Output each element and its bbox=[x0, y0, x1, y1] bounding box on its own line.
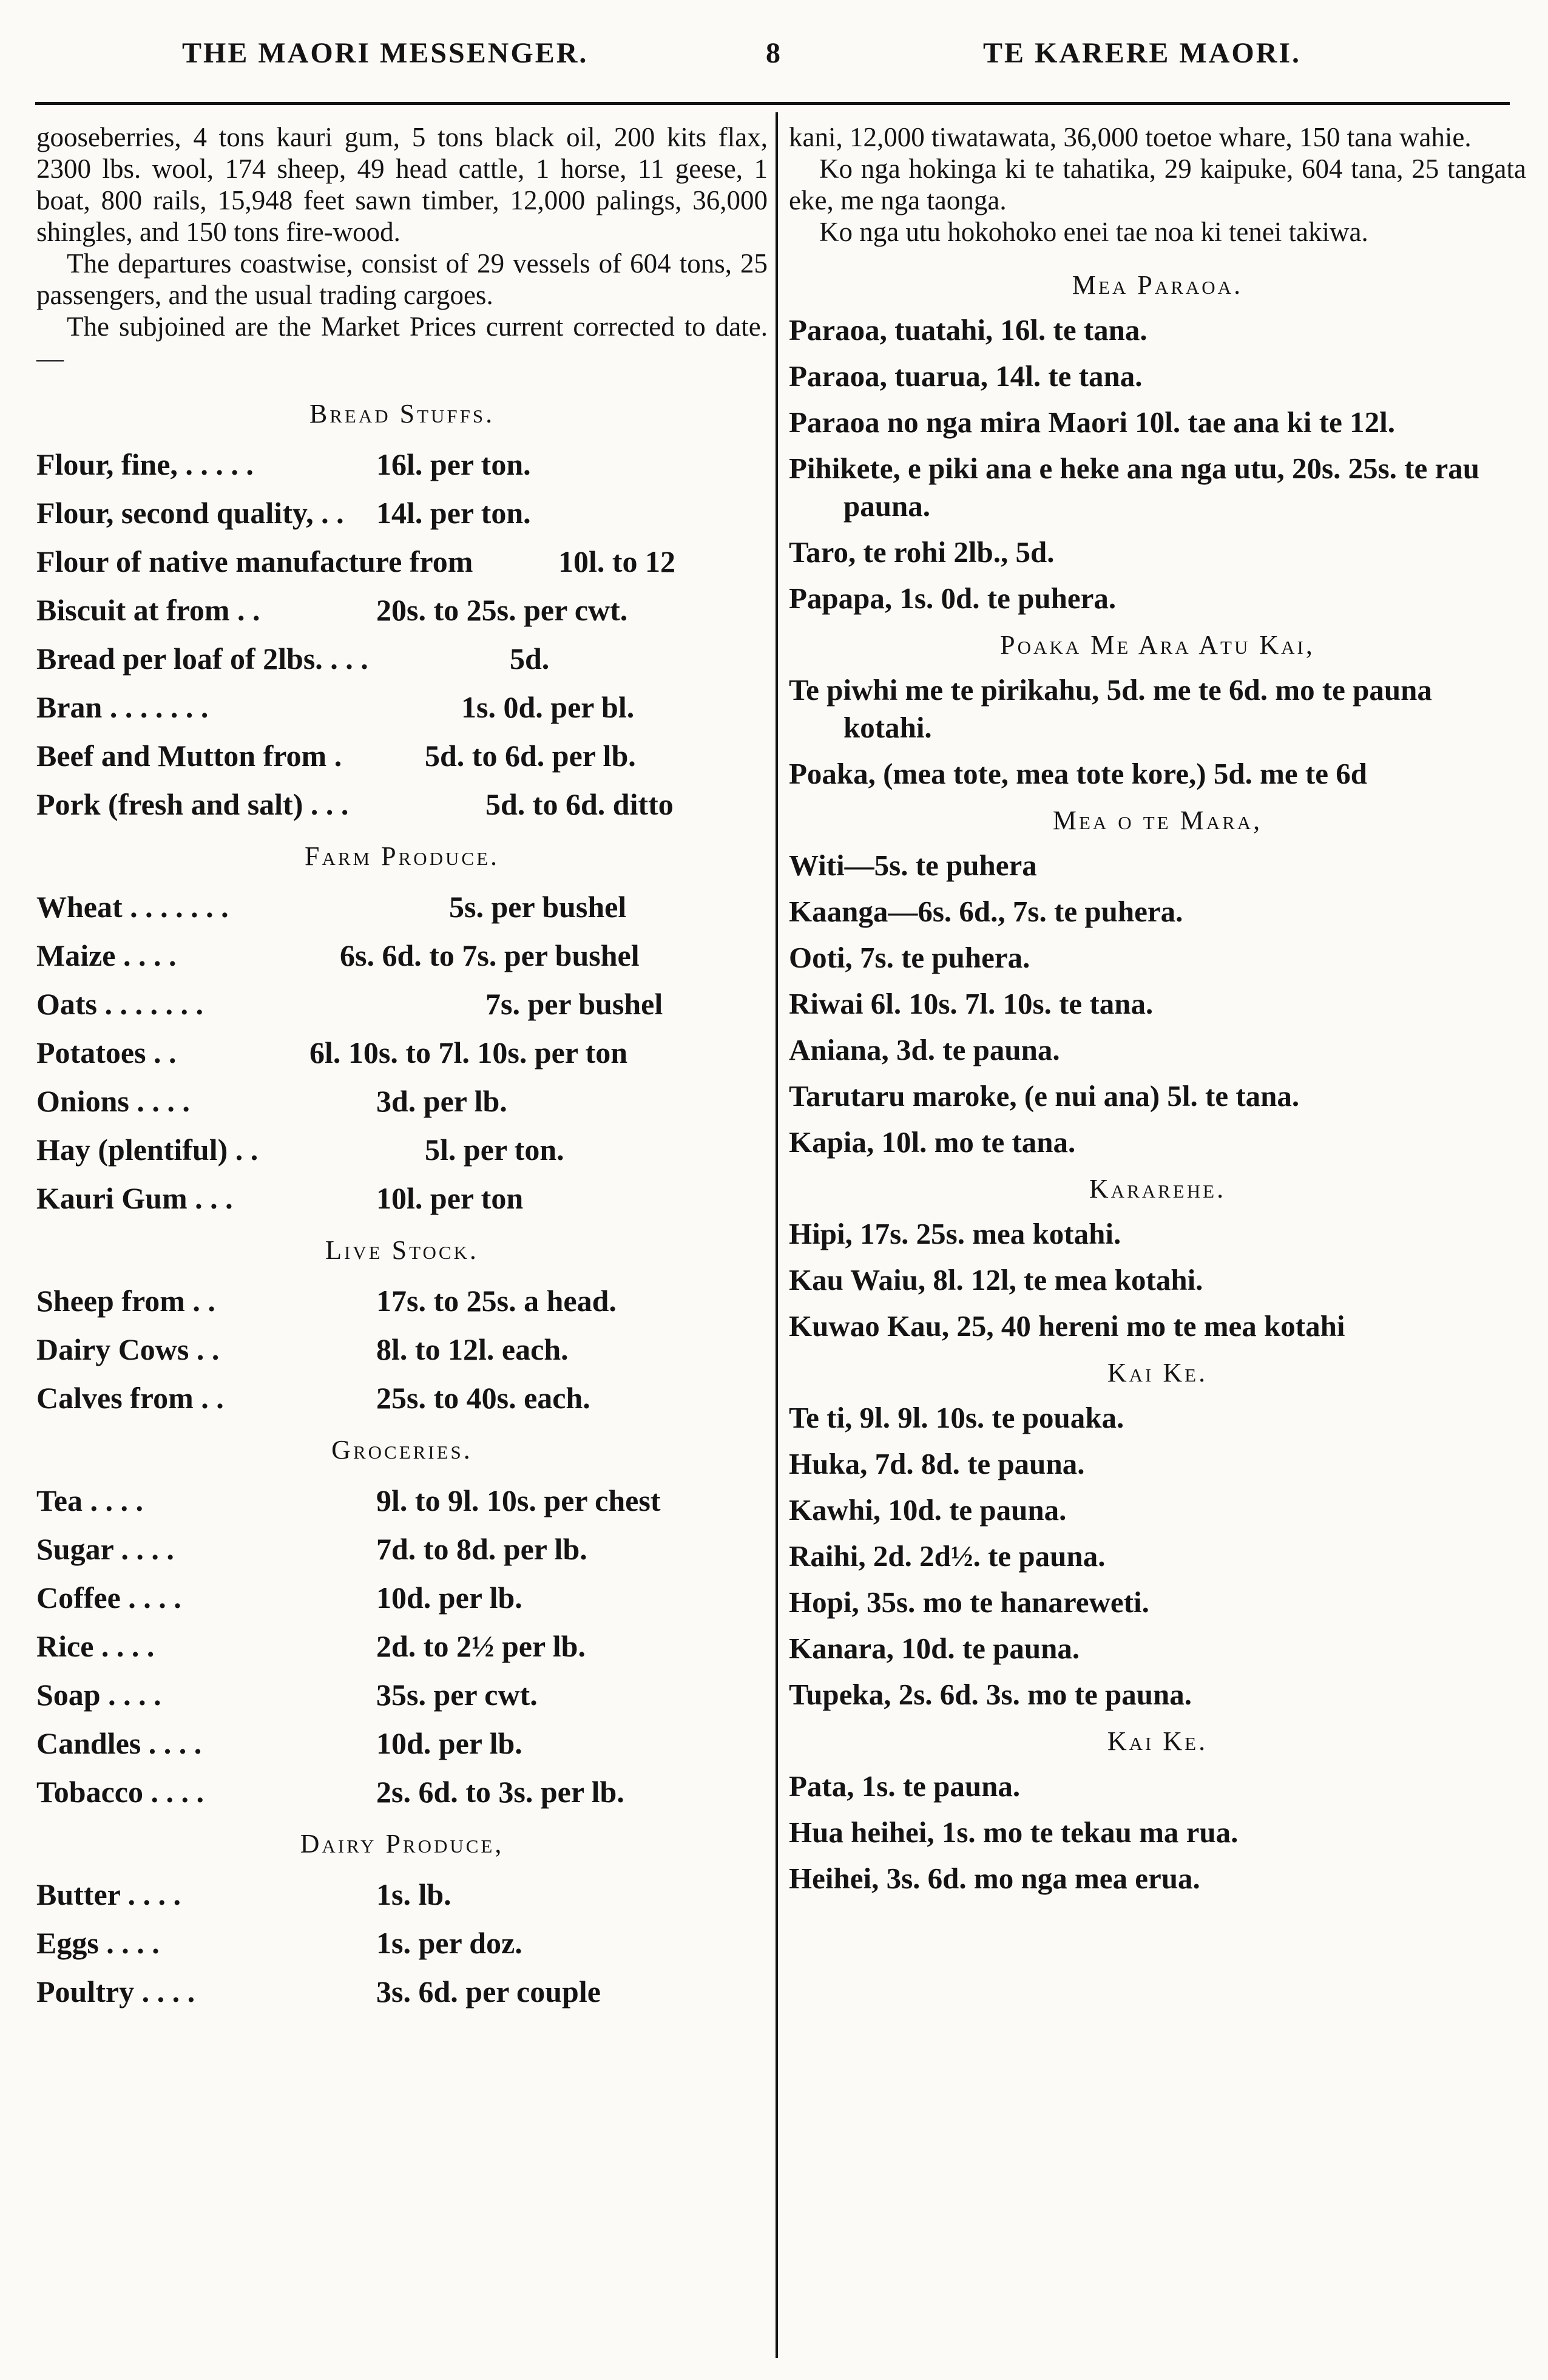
item-price: 20s. to 25s. per cwt. bbox=[376, 593, 628, 627]
item-name: Coffee . . . . bbox=[36, 1581, 181, 1615]
section-heading-mea-o-te-mara: Mea o te Mara, bbox=[1052, 805, 1263, 835]
item-name: Sugar . . . . bbox=[36, 1532, 174, 1566]
item-price: 14l. per ton. bbox=[376, 496, 531, 530]
price-row bbox=[36, 1768, 768, 1816]
item-name: Soap . . . . bbox=[36, 1678, 161, 1712]
price-line: Pata, 1s. te pauna. bbox=[789, 1769, 1021, 1803]
item-price: 10l. per ton bbox=[376, 1181, 524, 1215]
item-name: Pork (fresh and salt) . . . bbox=[36, 787, 349, 821]
item-name: Beef and Mutton from . bbox=[36, 739, 342, 773]
price-line: Aniana, 3d. te pauna. bbox=[789, 1033, 1060, 1066]
item-name: Flour, second quality, . . bbox=[36, 496, 344, 530]
section-heading-kararehe: Kararehe. bbox=[1089, 1174, 1226, 1204]
price-row bbox=[36, 1174, 768, 1222]
header-title-english: THE MAORI MESSENGER. bbox=[182, 37, 589, 69]
price-line: Tarutaru maroke, (e nui ana) 5l. te tana. bbox=[789, 1079, 1300, 1113]
item-price: 35s. per cwt. bbox=[376, 1678, 538, 1712]
page-header bbox=[0, 24, 1548, 91]
item-price: 3s. 6d. per couple bbox=[376, 1975, 601, 2009]
item-name: Biscuit at from . . bbox=[36, 593, 260, 627]
price-row bbox=[36, 1967, 768, 2016]
item-price: 5s. per bushel bbox=[449, 890, 627, 924]
price-row bbox=[36, 1125, 768, 1174]
item-name: Flour, fine, . . . . . bbox=[36, 447, 254, 481]
item-price: 5l. per ton. bbox=[425, 1133, 564, 1167]
right-intro-3: Ko nga utu hokohoko enei tae noa ki tenei takiwa. bbox=[819, 217, 1368, 247]
price-row bbox=[36, 440, 768, 489]
item-price: 9l. to 9l. 10s. per chest bbox=[376, 1483, 661, 1517]
item-name: Calves from . . bbox=[36, 1381, 224, 1415]
price-line: Huka, 7d. 8d. te pauna. bbox=[789, 1447, 1085, 1480]
price-line: Riwai 6l. 10s. 7l. 10s. te tana. bbox=[789, 987, 1154, 1020]
price-line: Hopi, 35s. mo te hanareweti. bbox=[789, 1585, 1149, 1619]
price-line: Taro, te rohi 2lb., 5d. bbox=[789, 535, 1055, 569]
price-row bbox=[36, 634, 768, 683]
price-line: Kawhi, 10d. te pauna. bbox=[789, 1493, 1067, 1527]
price-line: Kuwao Kau, 25, 40 hereni mo te mea kotahi bbox=[789, 1309, 1345, 1343]
item-price: 6s. 6d. to 7s. per bushel bbox=[340, 938, 640, 972]
price-row bbox=[36, 1670, 768, 1719]
price-row bbox=[36, 1077, 768, 1125]
left-intro-2: The departures coastwise, consist of 29 vessels of 604 tons, 25 passengers, and the usual trading cargoes. bbox=[36, 248, 768, 310]
price-row bbox=[36, 1276, 768, 1325]
item-price: 17s. to 25s. a head. bbox=[376, 1284, 617, 1318]
left-column bbox=[36, 121, 768, 2016]
left-intro-3: The subjoined are the Market Prices current corrected to date.— bbox=[36, 311, 768, 373]
price-line: Kanara, 10d. te pauna. bbox=[789, 1632, 1080, 1665]
item-name: Candles . . . . bbox=[36, 1726, 202, 1760]
price-row bbox=[36, 1325, 768, 1374]
item-price: 5d. to 6d. per lb. bbox=[425, 739, 636, 773]
item-name: Oats . . . . . . . bbox=[36, 987, 203, 1021]
item-name: Dairy Cows . . bbox=[36, 1332, 220, 1366]
page-number: 8 bbox=[766, 37, 780, 69]
item-price: 3d. per lb. bbox=[376, 1084, 507, 1118]
section-heading-live-stock: Live Stock. bbox=[325, 1235, 479, 1265]
header-rule bbox=[35, 102, 1510, 105]
price-row bbox=[36, 1374, 768, 1422]
price-line: Kaanga—6s. 6d., 7s. te puhera. bbox=[789, 895, 1183, 928]
item-name: Bread per loaf of 2lbs. . . . bbox=[36, 642, 368, 676]
price-row bbox=[36, 883, 768, 931]
column-divider bbox=[776, 112, 778, 2358]
item-name: Tobacco . . . . bbox=[36, 1775, 204, 1809]
price-line: Paraoa no nga mira Maori 10l. tae ana ki te 12l. bbox=[789, 405, 1395, 439]
item-price: 6l. 10s. to 7l. 10s. per ton bbox=[309, 1036, 628, 1070]
section-heading-kai-ke-dairy: Kai Ke. bbox=[1107, 1726, 1208, 1756]
price-line: Hua heihei, 1s. mo te tekau ma rua. bbox=[789, 1816, 1239, 1849]
price-row bbox=[36, 1573, 768, 1622]
price-row bbox=[36, 1919, 768, 1967]
price-row bbox=[36, 586, 768, 634]
price-row bbox=[36, 489, 768, 537]
price-line: Raihi, 2d. 2d½. te pauna. bbox=[789, 1539, 1106, 1573]
price-line: Ooti, 7s. te puhera. bbox=[789, 941, 1030, 974]
price-line: Pihikete, e piki ana e heke ana nga utu, 20s. 25s. te rau pauna. bbox=[789, 452, 1479, 523]
item-name: Poultry . . . . bbox=[36, 1975, 195, 2009]
section-heading-kai-ke: Kai Ke. bbox=[1107, 1358, 1208, 1388]
section-heading-poaka: Poaka Me Ara Atu Kai, bbox=[1000, 630, 1315, 660]
price-row bbox=[36, 1028, 768, 1077]
item-price: 7d. to 8d. per lb. bbox=[376, 1532, 587, 1566]
item-name: Tea . . . . bbox=[36, 1483, 143, 1517]
left-intro-1: gooseberries, 4 tons kauri gum, 5 tons black oil, 200 kits flax, 2300 lbs. wool, 174 sheep, 49 head cattle, 1 horse, 11 geese, 1 boat, 800 rails, 15,948 feet sawn timber, 12,000 palings, 36,000 shingles, and 150 tons fire-wood. bbox=[36, 122, 768, 247]
price-row bbox=[36, 537, 768, 586]
item-name: Sheep from . . bbox=[36, 1284, 215, 1318]
price-row bbox=[36, 683, 768, 731]
price-line: Witi—5s. te puhera bbox=[789, 849, 1037, 882]
price-row bbox=[36, 1870, 768, 1919]
price-line: Kapia, 10l. mo te tana. bbox=[789, 1125, 1076, 1159]
section-heading-bread-stuffs: Bread Stuffs. bbox=[309, 399, 495, 429]
right-intro-1: kani, 12,000 tiwatawata, 36,000 toetoe whare, 150 tana wahie. bbox=[789, 122, 1472, 152]
item-price: 10l. to 12 bbox=[558, 544, 676, 578]
price-line: Papapa, 1s. 0d. te puhera. bbox=[789, 581, 1117, 615]
item-name: Potatoes . . bbox=[36, 1036, 177, 1070]
item-name: Onions . . . . bbox=[36, 1084, 190, 1118]
right-column bbox=[789, 121, 1526, 1906]
item-price: 7s. per bushel bbox=[485, 987, 663, 1021]
price-row bbox=[36, 780, 768, 829]
section-heading-groceries: Groceries. bbox=[331, 1435, 473, 1465]
item-name: Hay (plentiful) . . bbox=[36, 1133, 259, 1167]
price-row bbox=[36, 1525, 768, 1573]
price-row bbox=[36, 731, 768, 780]
price-line: Tupeka, 2s. 6d. 3s. mo te pauna. bbox=[789, 1678, 1192, 1711]
item-name: Butter . . . . bbox=[36, 1877, 181, 1911]
item-price: 5d. bbox=[510, 642, 550, 676]
item-price: 2s. 6d. to 3s. per lb. bbox=[376, 1775, 624, 1809]
price-row bbox=[36, 931, 768, 980]
section-heading-farm-produce: Farm Produce. bbox=[304, 841, 500, 871]
item-name: Wheat . . . . . . . bbox=[36, 890, 229, 924]
price-row bbox=[36, 980, 768, 1028]
price-row bbox=[36, 1719, 768, 1768]
item-price: 10d. per lb. bbox=[376, 1726, 522, 1760]
item-name: Flour of native manufacture from bbox=[36, 544, 473, 578]
right-intro-2: Ko nga hokinga ki te tahatika, 29 kaipuke, 604 tana, 25 tangata eke, me nga taonga. bbox=[789, 154, 1526, 215]
item-price: 25s. to 40s. each. bbox=[376, 1381, 590, 1415]
price-line: Paraoa, tuatahi, 16l. te tana. bbox=[789, 313, 1147, 347]
item-name: Maize . . . . bbox=[36, 938, 177, 972]
item-price: 2d. to 2½ per lb. bbox=[376, 1629, 586, 1663]
item-price: 1s. lb. bbox=[376, 1877, 451, 1911]
price-line: Poaka, (mea tote, mea tote kore,) 5d. me te 6d bbox=[789, 757, 1367, 790]
item-price: 5d. to 6d. ditto bbox=[485, 787, 674, 821]
item-name: Eggs . . . . bbox=[36, 1926, 160, 1960]
price-line: Te ti, 9l. 9l. 10s. te pouaka. bbox=[789, 1401, 1124, 1434]
price-line: Hipi, 17s. 25s. mea kotahi. bbox=[789, 1217, 1121, 1250]
header-title-maori: TE KARERE MAORI. bbox=[983, 37, 1302, 69]
section-heading-dairy-produce: Dairy Produce, bbox=[300, 1829, 504, 1859]
item-price: 16l. per ton. bbox=[376, 447, 531, 481]
price-line: Kau Waiu, 8l. 12l, te mea kotahi. bbox=[789, 1263, 1203, 1297]
item-name: Rice . . . . bbox=[36, 1629, 155, 1663]
item-price: 10d. per lb. bbox=[376, 1581, 522, 1615]
item-price: 1s. per doz. bbox=[376, 1926, 522, 1960]
item-name: Bran . . . . . . . bbox=[36, 690, 209, 724]
price-line: Te piwhi me te pirikahu, 5d. me te 6d. mo te pauna kotahi. bbox=[789, 673, 1432, 744]
item-name: Kauri Gum . . . bbox=[36, 1181, 233, 1215]
item-price: 1s. 0d. per bl. bbox=[461, 690, 635, 724]
section-heading-mea-paraoa: Mea Paraoa. bbox=[1072, 270, 1243, 300]
price-row bbox=[36, 1622, 768, 1670]
item-price: 8l. to 12l. each. bbox=[376, 1332, 569, 1366]
price-row bbox=[36, 1476, 768, 1525]
price-line: Heihei, 3s. 6d. mo nga mea erua. bbox=[789, 1862, 1200, 1895]
price-line: Paraoa, tuarua, 14l. te tana. bbox=[789, 359, 1143, 393]
